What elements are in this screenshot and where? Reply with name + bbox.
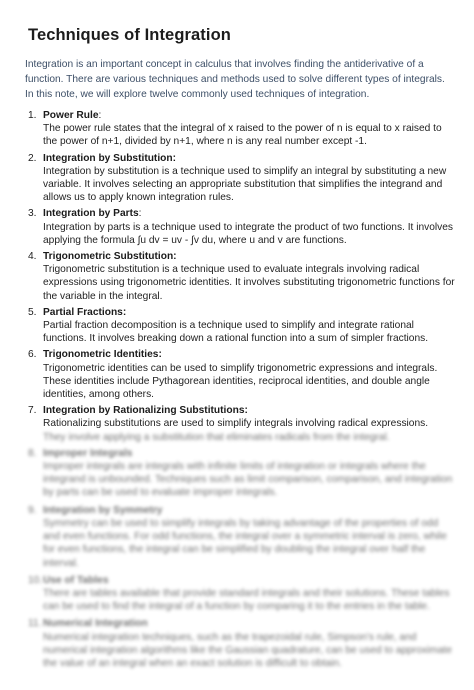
item-number: 1. bbox=[28, 110, 37, 121]
item-heading: Numerical Integration bbox=[43, 618, 148, 630]
list-item bbox=[0, 250, 455, 303]
list-item bbox=[0, 306, 455, 346]
list-item bbox=[0, 404, 455, 430]
item-number: 4. bbox=[28, 251, 37, 263]
item-number: 11. bbox=[28, 618, 42, 630]
item-body: Symmetry can be used to simplify integrals by taking advantage of the properties of odd and even functions. For odd functions, the integral over a symmetric interval is zero, while for even functions, the integral can be simplified by doubling the integral over half the interval. bbox=[43, 517, 447, 569]
item-heading: Trigonometric Substitution: bbox=[43, 251, 177, 263]
item-body: Rationalizing substitutions are used to simplify integrals involving radical expressions. bbox=[43, 418, 429, 430]
item-heading-colon: : bbox=[98, 110, 102, 121]
item-number: 6. bbox=[28, 349, 37, 361]
item-heading-colon: : bbox=[138, 208, 142, 220]
item-heading: Integration by Substitution: bbox=[43, 152, 176, 164]
item-body: Integration by parts is a technique used to integrate the product of two functions. It involves applying the formula ∫u dv = uv - ∫v du, where u and v are functions. bbox=[43, 221, 454, 246]
item-body: Trigonometric substitution is a technique used to evaluate integrals involving radical expressions using trigonometric identities. It involves substituting trigonometric functions for the variable in the integral. bbox=[43, 264, 455, 302]
item-heading: Partial Fractions: bbox=[43, 306, 127, 318]
item-heading: Integration by Parts bbox=[43, 208, 139, 220]
item-number: 8. bbox=[28, 447, 37, 459]
list-item bbox=[0, 109, 455, 149]
list-item bbox=[0, 152, 455, 205]
list-item bbox=[0, 207, 455, 247]
item-number: 5. bbox=[28, 306, 37, 318]
item-body: Improper integrals are integrals with infinite limits of integration or integrals where the integrand is unbounded. Techniques such as limit comparison, comparison, and integration by parts can be used to evaluate improper integrals. bbox=[43, 461, 453, 499]
blurred-list-item bbox=[0, 504, 455, 570]
item-body: The power rule states that the integral of x raised to the power of n is equal to x raised to the power of n+1, divided by n+1, where n is any real number except -1. bbox=[43, 123, 442, 148]
item-body: Partial fraction decomposition is a technique used to simplify and integrate rational functions. It involves breaking down a rational function into a sum of simpler fractions. bbox=[43, 320, 429, 345]
blurred-body: They involve applying a substitution that eliminates radicals from the integral. bbox=[43, 431, 390, 443]
item-number: 9. bbox=[28, 504, 37, 516]
item-number: 2. bbox=[28, 152, 37, 164]
item-heading: Integration by Symmetry bbox=[43, 504, 163, 516]
item-number: 10. bbox=[28, 574, 43, 586]
item-body: Trigonometric identities can be used to simplify trigonometric expressions and integrals. These identities include Pythagorean identities, reciprocal identities, and double angle identities, among others. bbox=[43, 362, 438, 401]
item-body: Integration by substitution is a technique used to simplify an integral by substituting a new variable. It involves selecting an appropriate substitution that simplifies the integrand and allows us to apply known integration rules. bbox=[43, 165, 447, 204]
item-body: There are tables available that provide standard integrals and their solutions. These tables can be used to find the integral of a function by comparing it to the entries in the table. bbox=[43, 587, 450, 613]
blurred-list-item bbox=[0, 617, 455, 670]
item-number: 3. bbox=[28, 208, 37, 220]
item-body: Numerical integration techniques, such as the trapezoidal rule, Simpson's rule, and numerical integration algorithms like the Gaussian quadrature, can be used to approximate the value of an integral when an exact solution is difficult to obtain. bbox=[43, 631, 452, 669]
blurred-list-item bbox=[0, 574, 455, 614]
item-heading: Integration by Rationalizing Substitutions: bbox=[43, 405, 248, 417]
intro-paragraph: Integration is an important concept in calculus that involves finding the antiderivative of a function. There are various techniques and methods used to solve different types of integrals. In this note, we will explore twelve commonly used techniques of integration. bbox=[25, 59, 445, 100]
item-number: 7. bbox=[28, 405, 37, 417]
list-item bbox=[0, 348, 455, 401]
item-heading: Use of Tables bbox=[43, 574, 109, 586]
item-heading: Trigonometric Identities: bbox=[43, 349, 162, 361]
techniques-list bbox=[0, 109, 474, 670]
page-title: Techniques of Integration bbox=[28, 26, 231, 44]
blurred-continuation bbox=[0, 431, 455, 444]
item-heading: Power Rule bbox=[43, 110, 99, 121]
blurred-list-item bbox=[0, 447, 455, 500]
item-heading: Improper Integrals bbox=[43, 447, 133, 459]
